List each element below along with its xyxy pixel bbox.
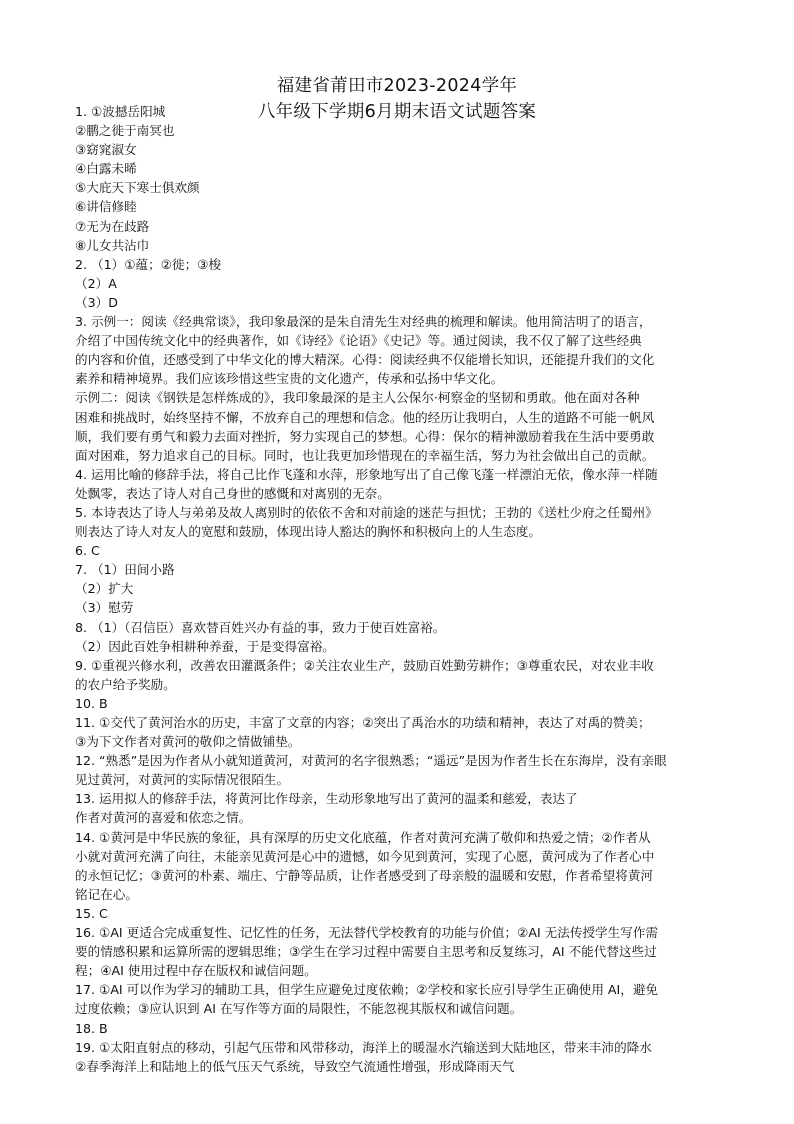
answer-line: 7. （1）田间小路	[75, 562, 175, 578]
answer-line: 的永恒记忆；③黄河的朴素、端庄、宁静等品质，让作者感受到了母亲般的温暖和安慰，作者希望将黄河	[75, 867, 654, 883]
answer-list	[75, 102, 725, 1076]
answer-line: 处飘零，表达了诗人对自己身世的感慨和对离别的无奈。	[75, 485, 390, 501]
answer-line: ③为下文作者对黄河的敬仰之情做铺垫。	[75, 734, 301, 750]
answer-line: 1. ①波撼岳阳城	[75, 104, 166, 119]
answer-line: 5. 本诗表达了诗人与弟弟及故人离别时的依依不舍和对前途的迷茫与担忧；王勃的《送杜少府之任蜀州》	[75, 504, 658, 520]
answer-line: 16. ①AI 更适合完成重复性、记忆性的任务，无法替代学校教育的功能与价值；②AI 无法传授学生写作需	[75, 925, 659, 941]
answer-line: 3. 示例一：阅读《经典常谈》，我印象最深的是朱自清先生对经典的梳理和解读。他用简洁明了的语言，	[75, 314, 652, 330]
answer-line: 18. B	[75, 1020, 108, 1036]
answer-line: 示例二：阅读《钢铁是怎样炼成的》，我印象最深的是主人公保尔·柯察金的坚韧和勇敢。他在面对各种	[75, 390, 640, 406]
answer-line: ④白露未晞	[75, 161, 137, 177]
answer-line: 则表达了诗人对友人的宽慰和鼓励，体现出诗人豁达的胸怀和积极向上的人生态度。	[75, 524, 541, 540]
answer-line: 的农户给予奖励。	[75, 676, 176, 692]
answer-line: 12. “熟悉”是因为作者从小就知道黄河，对黄河的名字很熟悉；“遥远”是因为作者生长在东海岸，没有亲眼	[75, 753, 667, 769]
answer-line: 19. ①太阳直射点的移动，引起气压带和风带移动，海洋上的暖湿水汽输送到大陆地区，带来丰沛的降水	[75, 1039, 652, 1055]
answer-line: 2. （1）①蕴；②徙；③梭	[75, 256, 222, 272]
answer-line: 9. ①重视兴修水利，改善农田灌溉条件；②关注农业生产，鼓励百姓勤劳耕作；③尊重农民，对农业丰收	[75, 657, 654, 673]
answer-line: （2）A	[75, 275, 117, 291]
answer-line: 铭记在心。	[75, 886, 138, 902]
answer-line: 4. 运用比喻的修辞手法，将自己比作飞蓬和水萍，形象地写出了自己像飞蓬一样漂泊无依，像水萍一样随	[75, 466, 658, 482]
answer-line: 8. （1）（召信臣）喜欢替百姓兴办有益的事，致力于使百姓富裕。	[75, 619, 446, 635]
answer-line: 17. ①AI 可以作为学习的辅助工具，但学生应避免过度依赖；②学校和家长应引导学生正确使用 AI，避免	[75, 982, 659, 998]
answer-line: 面对困难，努力追求自己的目标。同时，也让我更加珍惜现在的幸福生活，努力为社会做出自己的贡献。	[75, 447, 655, 463]
document-title-line-1: 福建省莆田市2023-2024学年	[276, 76, 518, 96]
answer-line: ③窈窕淑女	[75, 142, 137, 158]
answer-line: 10. B	[75, 695, 108, 711]
answer-line: （3）D	[75, 294, 118, 310]
answer-line: 15. C	[75, 905, 108, 921]
answer-line: 素养和精神境界。我们应该珍惜这些宝贵的文化遗产，传承和弘扬中华文化。	[75, 371, 504, 387]
answer-line: ②春季海洋上和陆地上的低气压天气系统，导致空气流通性增强，形成降雨天气	[75, 1058, 515, 1074]
answer-line: 困难和挑战时，始终坚持不懈，不放弃自己的理想和信念。他的经历让我明白，人生的道路不可能一帆风	[75, 409, 655, 425]
answer-line: 6. C	[75, 543, 100, 559]
answer-line: 13. 运用拟人的修辞手法，将黄河比作母亲，生动形象地写出了黄河的温柔和慈爱，表达了	[75, 791, 578, 807]
answer-line: ⑤大庇天下寒士俱欢颜	[75, 180, 200, 196]
answer-line: 过度依赖；③应认识到 AI 在写作等方面的局限性，不能忽视其版权和诚信问题。	[75, 1001, 523, 1017]
answer-line: 14. ①黄河是中华民族的象征，具有深厚的历史文化底蕴，作者对黄河充满了敬仰和热爱之情；②作者从	[75, 829, 651, 845]
answer-line: 介绍了中国传统文化中的经典著作，如《诗经》《论语》《史记》等。通过阅读，我不仅了解了这些经典	[75, 333, 642, 349]
answer-line: 11. ①交代了黄河治水的历史，丰富了文章的内容；②突出了禹治水的功绩和精神，表达了对禹的赞美；	[75, 715, 651, 730]
answer-line: ⑥讲信修睦	[75, 199, 137, 215]
answer-line: 要的情感积累和运算所需的逻辑思维；③学生在学习过程中需要自主思考和反复练习，AI 不能代替这些过	[75, 944, 657, 960]
answer-line: 作者对黄河的喜爱和依恋之情。	[75, 810, 252, 826]
answer-line: 程；④AI 使用过程中存在版权和诚信问题。	[75, 963, 317, 979]
answer-line: 顺，我们要有勇气和毅力去面对挫折，努力实现自己的梦想。心得：保尔的精神激励着我在生活中要勇敢	[75, 428, 655, 444]
answer-line: 的内容和价值，还感受到了中华文化的博大精深。心得：阅读经典不仅能增长知识，还能提升我们的文化	[75, 352, 655, 368]
document-title-line-2: 八年级下学期6月期末语文试题答案	[257, 102, 537, 122]
answer-line: （3）慰劳	[75, 600, 134, 616]
answer-line: ⑦无为在歧路	[75, 218, 150, 234]
answer-line: 小就对黄河充满了向往，未能亲见黄河是心中的遗憾，如今见到黄河，实现了心愿，黄河成为了作者心中	[75, 848, 655, 864]
answer-line: ②鹏之徙于南冥也	[75, 123, 175, 139]
answer-line: （2）因此百姓争相耕种养蚕，于是变得富裕。	[75, 638, 335, 654]
answer-line: 见过黄河，对黄河的实际情况很陌生。	[75, 772, 290, 788]
answer-line: （2）扩大	[75, 581, 134, 597]
answer-line: ⑧儿女共沾巾	[75, 237, 150, 253]
